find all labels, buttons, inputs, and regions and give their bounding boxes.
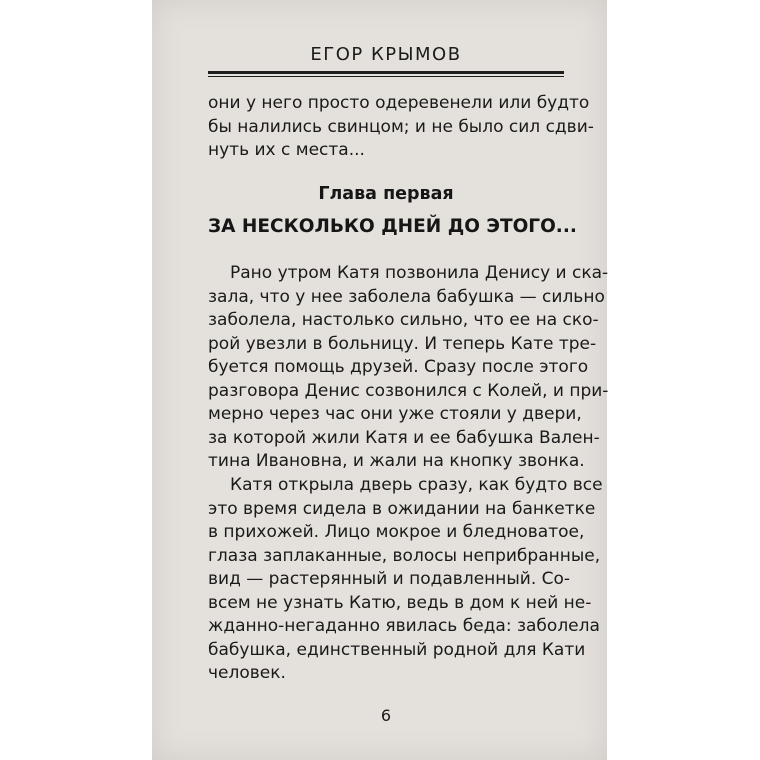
text-line: Рано утром Катя позвонила Денису и ска-: [230, 263, 609, 283]
text-line: буется помощь друзей. Сразу после этого: [208, 357, 589, 377]
text-line: бабушка, единственный родной для Кати: [208, 639, 586, 660]
paragraph-2: [208, 474, 603, 686]
header-rule-thick: [208, 71, 564, 74]
text-line: тина Ивановна, и жали на кнопку звонка.: [208, 451, 585, 471]
book-page: [152, 0, 607, 760]
text-line: зала, что у нее заболела бабушка — сильно: [208, 286, 605, 307]
text-line: нуть их с места...: [208, 140, 365, 160]
page-number: 6: [380, 706, 392, 725]
text-line: разговора Денис созвонился с Колей, и при-: [208, 380, 609, 401]
chapter-title: Глава первая: [318, 184, 454, 204]
text-line: это время сидела в ожидании на банкетке: [208, 498, 596, 519]
running-header-author: ЕГОР КРЫМОВ: [310, 44, 462, 65]
text-line: за которой жили Катя и ее бабушка Вален-: [208, 427, 600, 448]
header-rule-thin: [208, 76, 564, 77]
text-line: рой увезли в больницу. И теперь Кате тре-: [208, 333, 597, 354]
text-line: они у него просто одеревенели или будто: [208, 93, 590, 113]
text-line: в прихожей. Лицо мокрое и бледноватое,: [208, 522, 585, 542]
paragraph-1: [208, 262, 609, 474]
text-line: человек.: [208, 663, 286, 683]
text-line: заболела, настолько сильно, что ее на ско-: [208, 310, 599, 330]
text-line: мерно через час они уже стояли у двери,: [208, 404, 582, 424]
text-line: Катя открыла дверь сразу, как будто все: [230, 475, 603, 495]
text-line: глаза заплаканные, волосы неприбранные,: [208, 545, 601, 566]
text-line: бы налились свинцом; и не было сил сдви-: [208, 116, 594, 137]
text-line: всем не узнать Катю, ведь в дом к ней не-: [208, 592, 592, 613]
text-line: жданно-негаданно явилась беда: заболела: [208, 616, 600, 636]
intro-text: [208, 92, 594, 163]
chapter-subtitle: ЗА НЕСКОЛЬКО ДНЕЙ ДО ЭТОГО...: [208, 216, 577, 237]
text-line: вид — растерянный и подавленный. Со-: [208, 569, 571, 589]
